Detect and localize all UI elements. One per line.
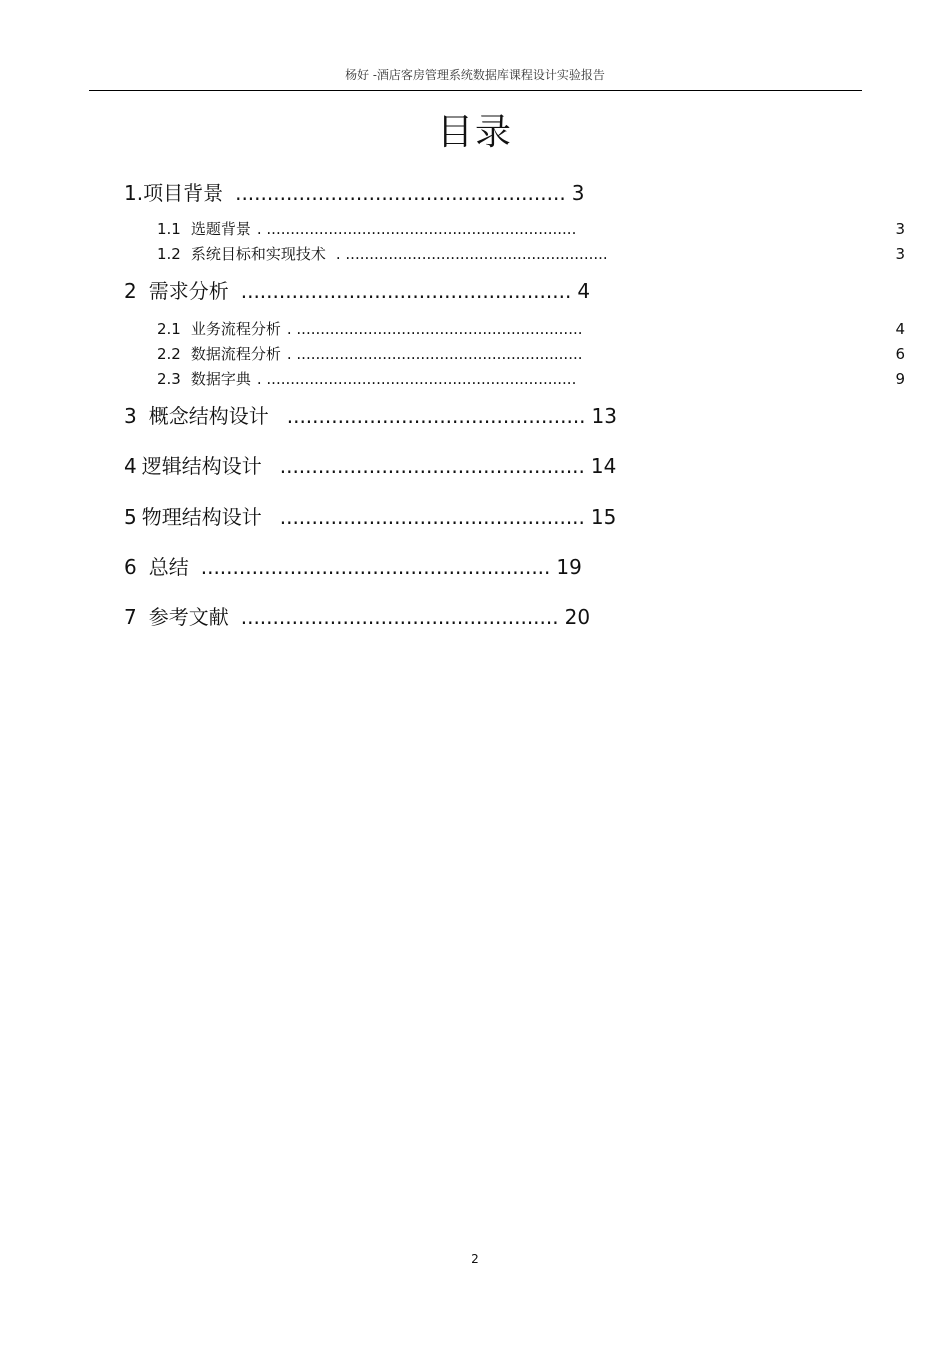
- toc-entry-label: 选题背景: [190, 220, 251, 238]
- toc-entry-number: 7: [124, 605, 137, 629]
- toc-entry-2-2[interactable]: [157, 344, 583, 364]
- toc-entry-dots: ....................................................: [240, 279, 572, 303]
- toc-entry-page: 19: [556, 555, 582, 579]
- toc-entry-2-3-page: 9: [895, 370, 905, 388]
- toc-entry-label: 项目背景: [143, 181, 224, 205]
- toc-entry-dots: ................................................: [279, 454, 585, 478]
- toc-entry-number: 2.2: [157, 345, 181, 363]
- toc-entry-1[interactable]: [124, 180, 584, 206]
- toc-entry-dots: . .................................................................: [256, 220, 577, 238]
- toc-entry-dots: .......................................................: [200, 555, 551, 579]
- toc-entry-page: 3: [571, 181, 585, 205]
- toc-entry-dots: . ............................................................: [286, 345, 583, 363]
- toc-entry-number: 5: [124, 505, 137, 529]
- toc-entry-number: 1.1: [157, 220, 181, 238]
- toc-entry-number: 2.3: [157, 370, 181, 388]
- toc-entry-label: 总结: [148, 555, 189, 579]
- toc-entry-number: 4: [124, 454, 137, 478]
- running-header: 杨好 -酒店客房管理系统数据库课程设计实验报告: [345, 68, 605, 82]
- toc-entry-dots: ..................................................: [240, 605, 559, 629]
- toc-entry-label: 数据字典: [190, 370, 251, 388]
- toc-entry-2-2-page: 6: [895, 345, 905, 363]
- toc-entry-number: 1.2: [157, 245, 181, 263]
- toc-entry-7[interactable]: [124, 604, 590, 630]
- toc-entry-1-2[interactable]: [157, 244, 608, 264]
- toc-entry-2-1[interactable]: [157, 319, 583, 339]
- toc-entry-label: 系统目标和实现技术: [190, 245, 326, 263]
- toc-entry-page: 15: [590, 505, 617, 529]
- toc-entry-4[interactable]: [124, 453, 616, 479]
- toc-entry-page: 14: [590, 454, 617, 478]
- toc-entry-dots: ....................................................: [235, 181, 566, 205]
- toc-entry-1-2-page: 3: [895, 245, 905, 263]
- toc-entry-dots: ...............................................: [286, 404, 586, 428]
- toc-entry-dots: . ............................................................: [286, 320, 583, 338]
- toc-entry-label: 物理结构设计: [141, 505, 262, 529]
- toc-entry-1-1[interactable]: [157, 219, 576, 239]
- toc-entry-2[interactable]: [124, 278, 590, 304]
- toc-entry-number: 3: [124, 404, 137, 428]
- toc-entry-label: 业务流程分析: [190, 320, 281, 338]
- toc-entry-6[interactable]: [124, 554, 582, 580]
- toc-entry-number: 2.1: [157, 320, 181, 338]
- toc-entry-number: 6: [124, 555, 137, 579]
- toc-entry-2-1-page: 4: [895, 320, 905, 338]
- toc-entry-label: 概念结构设计: [148, 404, 269, 428]
- toc-entry-5[interactable]: [124, 504, 616, 530]
- toc-entry-page: 13: [591, 404, 617, 428]
- toc-entry-label: 需求分析: [148, 279, 229, 303]
- toc-entry-page: 20: [564, 605, 591, 629]
- toc-entry-dots: . .......................................................: [335, 245, 608, 263]
- toc-entry-number: 2: [124, 279, 137, 303]
- toc-entry-label: 逻辑结构设计: [141, 454, 262, 478]
- toc-entry-number: 1.: [124, 181, 144, 205]
- toc-entry-1-1-page: 3: [895, 220, 905, 238]
- toc-entry-2-3[interactable]: [157, 369, 576, 389]
- toc-entry-dots: . .................................................................: [256, 370, 577, 388]
- page-number: 2: [471, 1252, 479, 1266]
- toc-entry-page: 4: [577, 279, 591, 303]
- toc-title: 目录: [436, 112, 513, 153]
- toc-entry-3[interactable]: [124, 403, 617, 429]
- toc-entry-label: 数据流程分析: [190, 345, 281, 363]
- header-rule: [89, 90, 862, 91]
- toc-entry-label: 参考文献: [148, 605, 229, 629]
- toc-entry-dots: ................................................: [279, 505, 585, 529]
